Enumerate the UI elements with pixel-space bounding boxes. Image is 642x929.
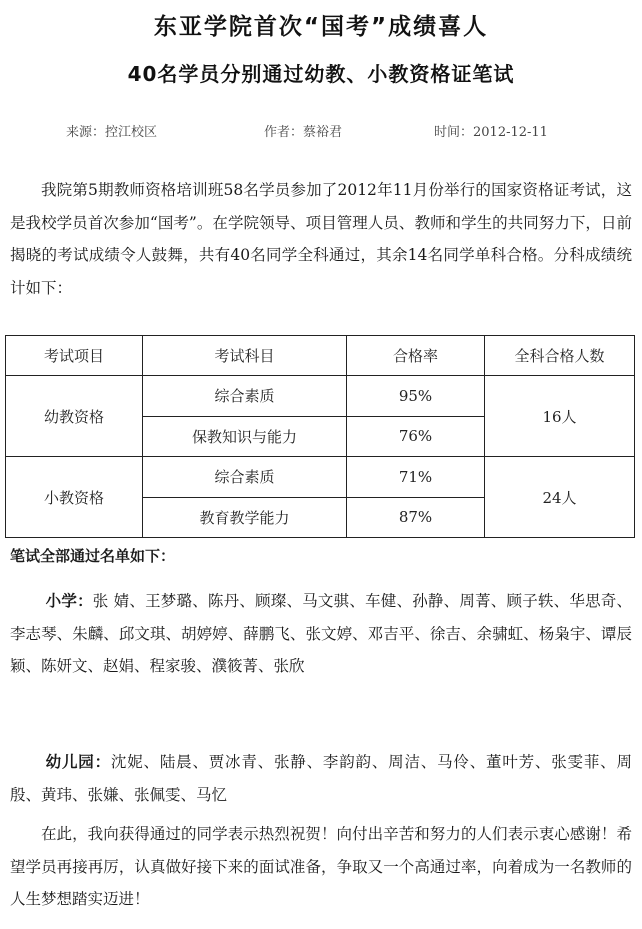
header-pass-rate: 合格率 bbox=[347, 336, 485, 376]
subject-cell: 综合素质 bbox=[143, 376, 347, 417]
article-title: 东亚学院首次“国考”成绩喜人 bbox=[153, 14, 489, 40]
project-cell: 小教资格 bbox=[6, 457, 143, 538]
meta-source: 来源：控江校区 bbox=[66, 125, 158, 140]
total-cell: 16人 bbox=[485, 376, 635, 457]
kindergarten-names: 沈妮、陆晨、贾冰青、张静、李韵韵、周洁、马伶、董叶芳、张雯菲、周殷、黄玮、张嫌、张佩雯、马忆 bbox=[10, 753, 632, 804]
table-header-row bbox=[6, 336, 635, 376]
subject-cell: 保教知识与能力 bbox=[143, 416, 347, 457]
rate-cell: 71% bbox=[347, 457, 485, 498]
closing-paragraph: 在此，我向获得通过的同学表示热烈祝贺！向付出辛苦和努力的人们表示衷心感谢！希望学员再接再厉，认真做好接下来的面试准备，争取又一个高通过率，向着成为一名教师的人生梦想踏实迈进！ bbox=[10, 825, 632, 908]
kindergarten-label: 幼儿园： bbox=[45, 753, 111, 771]
table-row bbox=[6, 457, 635, 498]
rate-cell: 87% bbox=[347, 497, 485, 538]
subject-cell: 教育教学能力 bbox=[143, 497, 347, 538]
primary-school-list bbox=[10, 585, 632, 683]
meta-time: 时间：2012-12-11 bbox=[434, 125, 548, 140]
primary-label: 小学： bbox=[45, 592, 93, 610]
header-project: 考试项目 bbox=[6, 336, 143, 376]
total-cell: 24人 bbox=[485, 457, 635, 538]
meta-author: 作者：蔡裕君 bbox=[264, 125, 343, 140]
table-row bbox=[6, 376, 635, 417]
rate-cell: 76% bbox=[347, 416, 485, 457]
header-total-passed: 全科合格人数 bbox=[485, 336, 635, 376]
subject-cell: 综合素质 bbox=[143, 457, 347, 498]
article-meta bbox=[0, 121, 642, 141]
pass-list-heading: 笔试全部通过名单如下： bbox=[10, 547, 176, 565]
primary-names: 张 婧、王梦璐、陈丹、顾璨、马文骐、车健、孙静、周菁、顾子轶、华思奇、李志琴、朱麟、邱文琪、胡婷婷、薛鹏飞、张文婷、邓吉平、徐吉、余骕虹、杨枭宇、谭辰颖、陈妍文、赵娟、程家骏、濮筱菁、张欣 bbox=[10, 592, 632, 675]
header-subject: 考试科目 bbox=[143, 336, 347, 376]
project-cell: 幼教资格 bbox=[6, 376, 143, 457]
article-subtitle: 40名学员分别通过幼教、小教资格证笔试 bbox=[127, 62, 515, 86]
kindergarten-list bbox=[10, 746, 632, 811]
score-table bbox=[5, 335, 635, 538]
rate-cell: 95% bbox=[347, 376, 485, 417]
intro-paragraph: 我院第5期教师资格培训班58名学员参加了2012年11月份举行的国家资格证考试，这是我校学员首次参加“国考”。在学院领导、项目管理人员、教师和学生的共同努力下，日前揭晓的考试成绩令人鼓舞，共有40名同学全科通过，其余14名同学单科合格。分科成绩统计如下： bbox=[10, 181, 632, 297]
